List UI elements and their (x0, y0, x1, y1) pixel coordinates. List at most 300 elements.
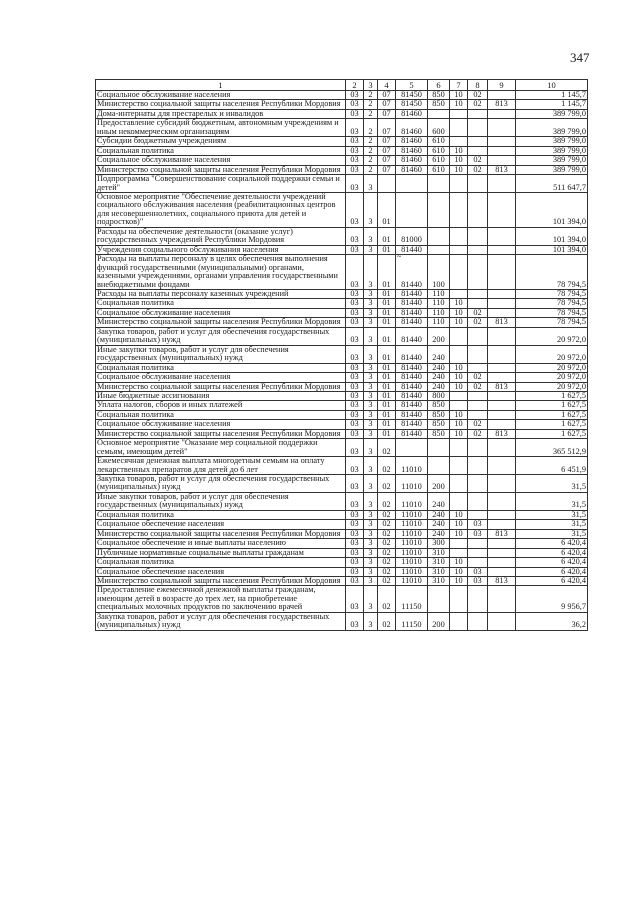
code-cell: 03 (346, 255, 364, 290)
code-cell: 10 (450, 558, 468, 567)
amount-cell: 389 799,0 (516, 119, 588, 137)
code-cell: 02 (378, 529, 396, 538)
code-cell: 10 (450, 146, 468, 155)
code-cell: 10 (450, 165, 468, 174)
code-cell (488, 410, 516, 419)
code-cell: 10 (450, 91, 468, 100)
code-cell: 81440 (396, 401, 428, 410)
code-cell: 200 (428, 475, 450, 493)
code-cell (488, 373, 516, 382)
code-cell: 11010 (396, 457, 428, 475)
code-cell: 02 (378, 457, 396, 475)
code-cell: 03 (346, 345, 364, 363)
code-cell: 2 (364, 100, 378, 109)
amount-cell: 365 512,9 (516, 439, 588, 457)
table-row (96, 255, 588, 290)
row-description: Предоставление ежемесячной денежной выплаты гражданам, имеющим детей в возрасте до трех лет, на приобретение специальных молочных продуктов по заключению врачей (96, 586, 346, 612)
row-description: Учреждения социального обслуживания населения (96, 245, 346, 254)
amount-cell: 1 145,7 (516, 100, 588, 109)
code-cell (468, 327, 488, 345)
amount-cell: 31,5 (516, 492, 588, 510)
code-cell: 01 (378, 308, 396, 317)
header-cell: 9 (488, 80, 516, 91)
code-cell: 81460 (396, 109, 428, 118)
code-cell: 2 (364, 137, 378, 146)
code-cell: 3 (364, 492, 378, 510)
code-cell: 850 (428, 401, 450, 410)
header-row (96, 80, 588, 91)
code-cell: 81440 (396, 327, 428, 345)
table-row (96, 373, 588, 382)
code-cell: 81440 (396, 391, 428, 400)
code-cell (488, 457, 516, 475)
amount-cell: 78 794,5 (516, 255, 588, 290)
header-cell: 1 (96, 80, 346, 91)
code-cell: 03 (346, 327, 364, 345)
code-cell: 03 (346, 91, 364, 100)
amount-cell: 31,5 (516, 520, 588, 529)
code-cell: 110 (428, 308, 450, 317)
row-description: Расходы на выплаты персоналу казенных учреждений (96, 289, 346, 298)
code-cell: 610 (428, 137, 450, 146)
code-cell: 310 (428, 558, 450, 567)
table-body (96, 91, 588, 631)
code-cell: 3 (364, 255, 378, 290)
code-cell: 03 (346, 146, 364, 155)
code-cell: 03 (346, 119, 364, 137)
code-cell: 03 (346, 363, 364, 372)
table-row (96, 156, 588, 165)
code-cell: 3 (364, 429, 378, 438)
code-cell: 03 (346, 410, 364, 419)
code-cell: 850 (428, 100, 450, 109)
row-description: Социальное обслуживание населения (96, 420, 346, 429)
code-cell: 03 (346, 391, 364, 400)
table-row (96, 475, 588, 493)
code-cell: 01 (378, 299, 396, 308)
code-cell (488, 156, 516, 165)
code-cell (468, 245, 488, 254)
code-cell: 3 (364, 192, 378, 227)
code-cell (488, 401, 516, 410)
code-cell: 81440 (396, 345, 428, 363)
amount-cell: 1 627,5 (516, 391, 588, 400)
code-cell: 01 (378, 289, 396, 298)
code-cell (428, 192, 450, 227)
table-row (96, 401, 588, 410)
code-cell: 10 (450, 363, 468, 372)
code-cell: 240 (428, 529, 450, 538)
code-cell: 81000 (396, 227, 428, 245)
code-cell: 01 (378, 327, 396, 345)
amount-cell: 1 145,7 (516, 91, 588, 100)
code-cell: 81440 (396, 429, 428, 438)
code-cell (488, 439, 516, 457)
code-cell (468, 192, 488, 227)
code-cell: 3 (364, 410, 378, 419)
code-cell: 10 (450, 308, 468, 317)
code-cell: 10 (450, 567, 468, 576)
code-cell: 03 (346, 401, 364, 410)
code-cell: 3 (364, 520, 378, 529)
table-row (96, 299, 588, 308)
code-cell: 850 (428, 420, 450, 429)
code-cell (488, 137, 516, 146)
row-description: Министерство социальной защиты населения Республики Мордовия (96, 382, 346, 391)
amount-cell: 101 394,0 (516, 192, 588, 227)
code-cell (468, 457, 488, 475)
table-row (96, 457, 588, 475)
amount-cell: 20 972,0 (516, 382, 588, 391)
row-description: Министерство социальной защиты населения Республики Мордовия (96, 318, 346, 327)
amount-cell: 1 627,5 (516, 429, 588, 438)
code-cell: 03 (346, 529, 364, 538)
row-description: Закупка товаров, работ и услуг для обеспечения государственных (муниципальных) нужд (96, 327, 346, 345)
code-cell (488, 612, 516, 630)
code-cell: 3 (364, 289, 378, 298)
row-description: Подпрограмма "Совершенствование социальной поддержки семьи и детей" (96, 175, 346, 193)
code-cell: 3 (364, 318, 378, 327)
code-cell: 03 (346, 520, 364, 529)
code-cell (468, 119, 488, 137)
header-cell: 5 (396, 80, 428, 91)
row-description: Социальное обеспечение населения (96, 567, 346, 576)
row-description: Социальная политика (96, 410, 346, 419)
code-cell: 02 (468, 156, 488, 165)
code-cell: 81460 (396, 119, 428, 137)
code-cell: 03 (346, 612, 364, 630)
code-cell (488, 420, 516, 429)
code-cell: 11010 (396, 548, 428, 557)
code-cell: 3 (364, 327, 378, 345)
code-cell: 3 (364, 382, 378, 391)
row-description: Социальная политика (96, 510, 346, 519)
code-cell: 3 (364, 529, 378, 538)
code-cell: 03 (346, 577, 364, 586)
table-row (96, 119, 588, 137)
code-cell (468, 612, 488, 630)
row-description: Министерство социальной защиты населения Республики Мордовия (96, 529, 346, 538)
code-cell: 3 (364, 420, 378, 429)
code-cell: 10 (450, 410, 468, 419)
row-description: Социальное обеспечение и иные выплаты населению (96, 539, 346, 548)
code-cell: 850 (428, 91, 450, 100)
code-cell (488, 299, 516, 308)
code-cell: 03 (468, 567, 488, 576)
code-cell: 07 (378, 146, 396, 155)
amount-cell: 78 794,5 (516, 299, 588, 308)
code-cell (428, 457, 450, 475)
code-cell: 02 (378, 577, 396, 586)
row-description: Социальное обслуживание населения (96, 373, 346, 382)
code-cell (488, 363, 516, 372)
amount-cell: 389 799,0 (516, 165, 588, 174)
code-cell (450, 227, 468, 245)
code-cell (450, 255, 468, 290)
code-cell: 850 (428, 429, 450, 438)
code-cell (450, 345, 468, 363)
amount-cell: 6 420,4 (516, 577, 588, 586)
code-cell: 200 (428, 327, 450, 345)
code-cell (488, 510, 516, 519)
code-cell: 11150 (396, 612, 428, 630)
code-cell: 02 (378, 439, 396, 457)
code-cell: 81440 (396, 373, 428, 382)
amount-cell: 1 627,5 (516, 401, 588, 410)
code-cell (450, 612, 468, 630)
row-description: Предоставление субсидий бюджетным, автономным учреждениям и иным некоммерческим организациям (96, 119, 346, 137)
code-cell (488, 192, 516, 227)
code-cell (488, 539, 516, 548)
code-cell: 01 (378, 391, 396, 400)
code-cell (468, 492, 488, 510)
code-cell: 3 (364, 567, 378, 576)
code-cell: 2 (364, 165, 378, 174)
code-cell: 240 (428, 382, 450, 391)
amount-cell: 31,5 (516, 529, 588, 538)
table-row (96, 227, 588, 245)
code-cell (450, 175, 468, 193)
code-cell: 01 (378, 420, 396, 429)
row-description: Министерство социальной защиты населения Республики Мордовия (96, 577, 346, 586)
code-cell: 3 (364, 612, 378, 630)
code-cell: 610 (428, 156, 450, 165)
code-cell: 11150 (396, 586, 428, 612)
code-cell: 2 (364, 91, 378, 100)
code-cell: 200 (428, 612, 450, 630)
code-cell: 110 (428, 318, 450, 327)
code-cell: 01 (378, 410, 396, 419)
row-description: Расходы на обеспечение деятельности (оказание услуг) государственных учреждений Республики Мордовия (96, 227, 346, 245)
code-cell: 02 (468, 318, 488, 327)
code-cell: 3 (364, 227, 378, 245)
header-cell: 4 (378, 80, 396, 91)
row-description: Социальная политика (96, 558, 346, 567)
code-cell: 110 (428, 299, 450, 308)
code-cell: 2 (364, 146, 378, 155)
code-cell: 03 (346, 299, 364, 308)
code-cell: 10 (450, 510, 468, 519)
row-description: Уплата налогов, сборов и иных платежей (96, 401, 346, 410)
code-cell (488, 109, 516, 118)
code-cell (468, 175, 488, 193)
header-cell: 2 (346, 80, 364, 91)
code-cell (468, 227, 488, 245)
code-cell: 3 (364, 475, 378, 493)
code-cell: 03 (346, 156, 364, 165)
code-cell (468, 289, 488, 298)
code-cell (468, 345, 488, 363)
code-cell: 110 (428, 289, 450, 298)
code-cell: 3 (364, 345, 378, 363)
code-cell: 02 (378, 558, 396, 567)
code-cell: 3 (364, 439, 378, 457)
table-row (96, 439, 588, 457)
code-cell (468, 558, 488, 567)
code-cell: 240 (428, 363, 450, 372)
amount-cell: 101 394,0 (516, 227, 588, 245)
code-cell (488, 548, 516, 557)
code-cell: 02 (468, 308, 488, 317)
code-cell (488, 391, 516, 400)
code-cell: 02 (468, 382, 488, 391)
code-cell (396, 439, 428, 457)
table-row (96, 345, 588, 363)
code-cell: 03 (346, 492, 364, 510)
code-cell (378, 175, 396, 193)
code-cell: 03 (346, 586, 364, 612)
row-description: Закупка товаров, работ и услуг для обеспечения государственных (муниципальных) нужд (96, 612, 346, 630)
amount-cell: 6 420,4 (516, 548, 588, 557)
code-cell: 01 (378, 429, 396, 438)
amount-cell: 78 794,5 (516, 308, 588, 317)
code-cell: 813 (488, 318, 516, 327)
code-cell (428, 439, 450, 457)
amount-cell: 389 799,0 (516, 156, 588, 165)
amount-cell: 31,5 (516, 475, 588, 493)
code-cell: 240 (428, 492, 450, 510)
code-cell: 81440 (396, 318, 428, 327)
amount-cell: 31,5 (516, 510, 588, 519)
code-cell (428, 227, 450, 245)
code-cell: 01 (378, 192, 396, 227)
code-cell: 10 (450, 520, 468, 529)
row-description: Министерство социальной защиты населения Республики Мордовия (96, 100, 346, 109)
row-description: Социальное обслуживание населения (96, 91, 346, 100)
code-cell: 03 (346, 548, 364, 557)
code-cell: 3 (364, 299, 378, 308)
code-cell: 3 (364, 363, 378, 372)
code-cell: 01 (378, 255, 396, 290)
code-cell: 81440 (396, 420, 428, 429)
code-cell: 03 (346, 308, 364, 317)
code-cell (396, 192, 428, 227)
code-cell: 11010 (396, 529, 428, 538)
code-cell: 03 (346, 457, 364, 475)
row-description: Иные закупки товаров, работ и услуг для обеспечения государственных (муниципальных) нужд (96, 345, 346, 363)
code-cell: 01 (378, 401, 396, 410)
code-cell: 100 (428, 255, 450, 290)
code-cell (450, 119, 468, 137)
code-cell: 02 (378, 539, 396, 548)
code-cell: 07 (378, 119, 396, 137)
code-cell: 2 (364, 119, 378, 137)
code-cell: 02 (378, 612, 396, 630)
code-cell: 10 (450, 100, 468, 109)
code-cell (450, 327, 468, 345)
code-cell: 02 (378, 475, 396, 493)
code-cell: 03 (346, 289, 364, 298)
code-cell: 81460 (396, 137, 428, 146)
amount-cell: 6 420,4 (516, 539, 588, 548)
code-cell: 02 (378, 586, 396, 612)
amount-cell: 389 799,0 (516, 137, 588, 146)
code-cell (488, 345, 516, 363)
code-cell: 03 (346, 227, 364, 245)
margin-mark: ~ (397, 252, 402, 261)
code-cell: 240 (428, 373, 450, 382)
row-description: Ежемесячная денежная выплата многодетным семьям на оплату лекарственных препаратов для детей до 6 лет (96, 457, 346, 475)
code-cell (488, 146, 516, 155)
code-cell (450, 539, 468, 548)
code-cell (450, 391, 468, 400)
row-description: Расходы на выплаты персоналу в целях обеспечения выполнения функций государственными (муниципальными) органами, казенными учреждениями, органами управления государственными внебюджетными фондами (96, 255, 346, 290)
code-cell: 81440 (396, 382, 428, 391)
code-cell (468, 299, 488, 308)
code-cell (468, 539, 488, 548)
code-cell (488, 245, 516, 254)
code-cell: 813 (488, 429, 516, 438)
code-cell (428, 175, 450, 193)
row-description: Субсидии бюджетным учреждениям (96, 137, 346, 146)
code-cell: 03 (346, 475, 364, 493)
code-cell (450, 192, 468, 227)
row-description: Основное мероприятие "Обеспечение деятельности учреждений социального обслуживания населения (реабилитационных центров для несовершеннолетних, социального приюта для детей и подростков)" (96, 192, 346, 227)
code-cell: 01 (378, 382, 396, 391)
amount-cell: 1 627,5 (516, 410, 588, 419)
code-cell: 850 (428, 410, 450, 419)
code-cell (488, 586, 516, 612)
code-cell: 07 (378, 109, 396, 118)
code-cell (428, 109, 450, 118)
code-cell: 03 (346, 510, 364, 519)
amount-cell: 101 394,0 (516, 245, 588, 254)
row-description: Социальное обслуживание населения (96, 156, 346, 165)
code-cell: 81440 (396, 289, 428, 298)
code-cell (450, 137, 468, 146)
code-cell: 01 (378, 345, 396, 363)
code-cell: 3 (364, 308, 378, 317)
code-cell: 01 (378, 245, 396, 254)
code-cell: 03 (468, 529, 488, 538)
header-cell: 8 (468, 80, 488, 91)
table-row (96, 318, 588, 327)
code-cell (450, 586, 468, 612)
header-cell: 10 (516, 80, 588, 91)
code-cell: 3 (364, 373, 378, 382)
table-row (96, 520, 588, 529)
code-cell: 03 (346, 165, 364, 174)
code-cell: 10 (450, 156, 468, 165)
row-description: Иные бюджетные ассигнования (96, 391, 346, 400)
code-cell: 11010 (396, 475, 428, 493)
code-cell: 10 (450, 529, 468, 538)
code-cell: 02 (468, 429, 488, 438)
code-cell (488, 475, 516, 493)
code-cell: 03 (346, 539, 364, 548)
code-cell: 02 (378, 548, 396, 557)
code-cell: 02 (468, 165, 488, 174)
code-cell: 03 (346, 429, 364, 438)
code-cell: 3 (364, 577, 378, 586)
code-cell: 02 (468, 100, 488, 109)
row-description: Социальная политика (96, 363, 346, 372)
code-cell (488, 492, 516, 510)
code-cell: 02 (468, 420, 488, 429)
code-cell: 813 (488, 382, 516, 391)
code-cell: 81440 (396, 363, 428, 372)
code-cell (488, 255, 516, 290)
amount-cell: 20 972,0 (516, 373, 588, 382)
code-cell: 3 (364, 391, 378, 400)
amount-cell: 78 794,5 (516, 318, 588, 327)
code-cell: 310 (428, 567, 450, 576)
code-cell: 03 (346, 192, 364, 227)
code-cell: 10 (450, 373, 468, 382)
code-cell: 81450 (396, 100, 428, 109)
code-cell: 03 (346, 175, 364, 193)
code-cell: 81440 (396, 255, 428, 290)
